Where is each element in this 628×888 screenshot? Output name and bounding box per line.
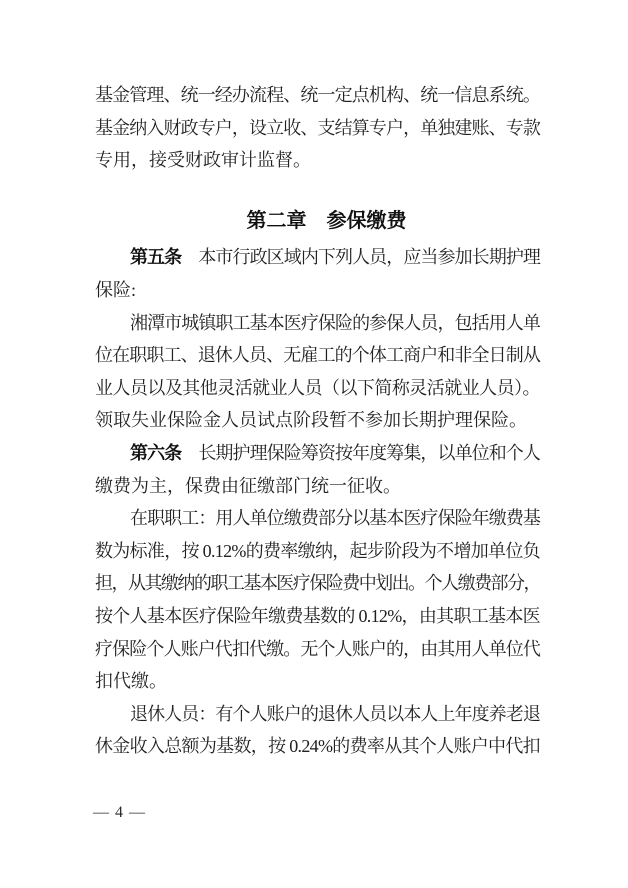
text-line: 休金收入总额为基数，按 0.24%的费率从其个人账户中代扣 <box>95 736 540 757</box>
paragraph <box>95 307 540 437</box>
text-line: 保险: <box>95 279 137 300</box>
article-number: 第五条 <box>130 247 182 268</box>
text-line: 领取失业保险金人员试点阶段暂不参加长期护理保险。 <box>95 410 527 431</box>
paragraph <box>95 79 540 177</box>
text-line: 基金管理、统一经办流程、统一定点机构、统一信息系统。 <box>95 85 540 105</box>
page-footer <box>93 801 146 825</box>
text-line: 第六条 长期护理保险筹资按年度筹集，以单位和个人 <box>130 442 540 463</box>
text-line: 担，从其缴纳的职工基本医疗保险费中划出。个人缴费部分， <box>95 573 540 594</box>
text-line: 专用，接受财政审计监督。 <box>95 150 311 171</box>
page-number: — 4 — <box>93 804 146 821</box>
text-line: 疗保险个人账户代扣代缴。无个人账户的，由其用人单位代 <box>95 638 540 659</box>
text-line: 位在职职工、退休人员、无雇工的个体工商户和非全日制从 <box>95 345 540 366</box>
text-line: 基金纳入财政专户，设立收、支结算专户，单独建账、专款 <box>95 117 540 138</box>
text-line: 第五条 本市行政区域内下列人员，应当参加长期护理 <box>130 247 540 268</box>
text-line: 业人员以及其他灵活就业人员（以下简称灵活就业人员）。 <box>95 377 540 398</box>
text-line: 在职职工：用人单位缴费部分以基本医疗保险年缴费基 <box>130 508 540 529</box>
paragraph <box>95 502 540 698</box>
text-line: 缴费为主，保费由征缴部门统一征收。 <box>95 475 401 496</box>
document-content <box>95 79 540 763</box>
text-line: 扣代缴。 <box>95 671 167 692</box>
text-line: 按个人基本医疗保险年缴费基数的 0.12%，由其职工基本医 <box>95 605 540 626</box>
paragraph <box>95 698 540 763</box>
text-line: 退休人员：有个人账户的退休人员以本人上年度养老退 <box>130 703 540 724</box>
text-line: 湘潭市城镇职工基本医疗保险的参保人员，包括用人单 <box>130 312 540 333</box>
paragraph <box>95 437 540 502</box>
article-number: 第六条 <box>130 442 182 463</box>
chapter-heading: 第二章 参保缴费 <box>246 209 407 232</box>
text-line: 数为标准，按 0.12%的费率缴纳，起步阶段为不增加单位负 <box>95 540 540 561</box>
paragraph <box>95 241 540 306</box>
